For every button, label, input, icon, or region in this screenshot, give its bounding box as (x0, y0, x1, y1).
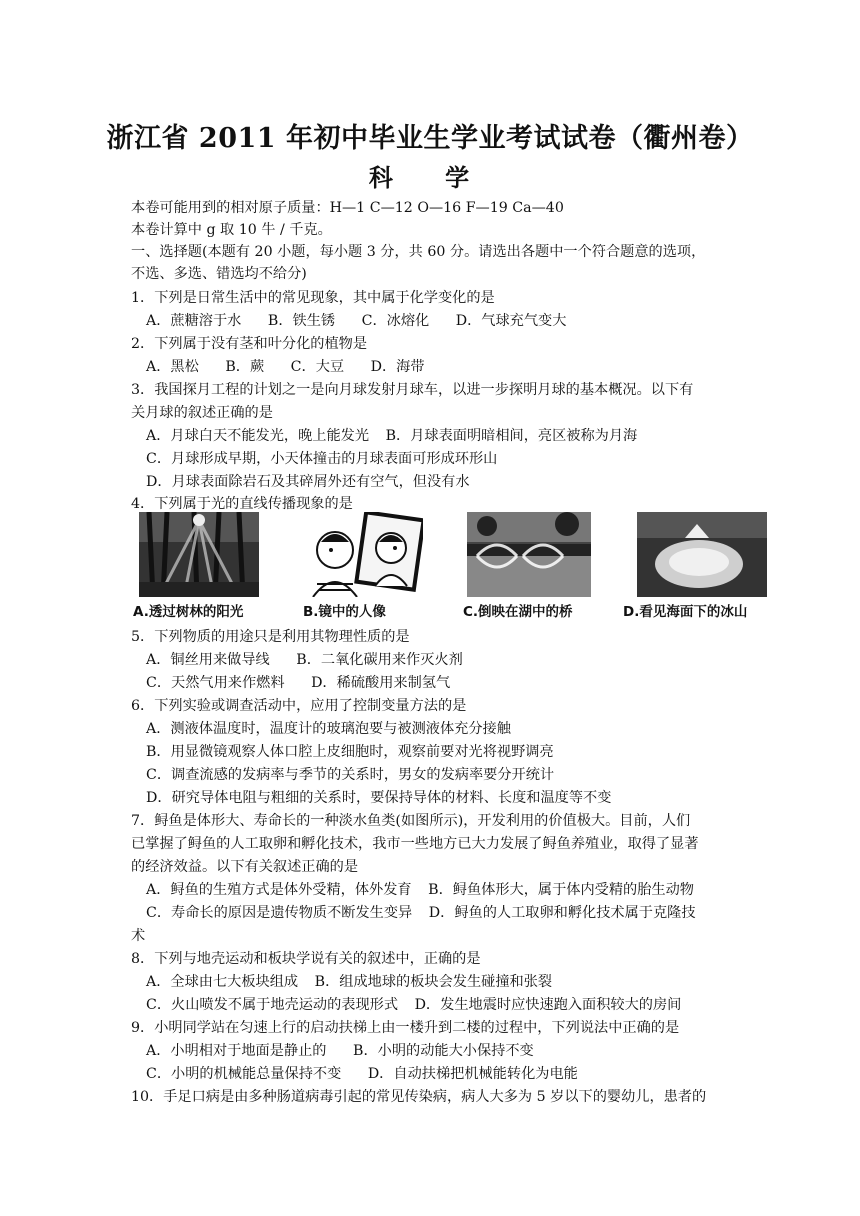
q8-option-b: B．组成地球的板块会发生碰撞和张裂 (314, 974, 553, 990)
q4-caption-c: C.倒映在湖中的桥 (463, 604, 573, 620)
q3-option-b: B．月球表面明暗相间，亮区被称为月海 (385, 428, 638, 444)
q6-option-d: D．研究导体电阻与粗细的关系时，要保持导体的材料、长度和温度等不变 (146, 790, 612, 806)
q8-option-d: D．发生地震时应快速跑入面积较大的房间 (414, 997, 682, 1013)
q7-stem-line1: 7．鲟鱼是体形大、寿命长的一种淡水鱼类(如图所示)，开发利用的价值极大。目前，人们 (131, 813, 691, 829)
q4-image-b (303, 512, 423, 620)
q9-option-c: C．小明的机械能总量保持不变 (146, 1066, 342, 1082)
forest-sunlight-image (139, 512, 259, 597)
q5-options-cd (146, 673, 450, 693)
atomic-mass-note: 本卷可能用到的相对原子质量：H—1 C—12 O—16 F—19 Ca—40 (131, 200, 564, 216)
subject-title: 科 学 (368, 163, 492, 192)
q1-options (146, 311, 566, 331)
q1-option-c: C．冰熔化 (361, 313, 430, 329)
q9-options-ab (146, 1041, 534, 1061)
q2-option-b: B．蕨 (225, 359, 265, 375)
q2-stem: 2．下列属于没有茎和叶分化的植物是 (131, 336, 368, 352)
q1-option-d: D．气球充气变大 (455, 313, 567, 329)
q6-option-b: B．用显微镜观察人体口腔上皮细胞时，观察前要对光将视野调亮 (146, 744, 554, 760)
q4-image-c (463, 512, 591, 620)
q4-image-d (623, 512, 767, 620)
q7-options-cd (146, 903, 696, 923)
q7-stem-line3: 的经济效益。以下有关叙述正确的是 (131, 859, 359, 875)
q6-stem: 6．下列实验或调查活动中，应用了控制变量方法的是 (131, 698, 467, 714)
q4-caption-a: A.透过树林的阳光 (133, 604, 244, 620)
q4-caption-d: D.看见海面下的冰山 (623, 604, 748, 620)
section-heading-line1: 一、选择题(本题有 20 小题，每小题 3 分，共 60 分。请选出各题中一个符合题意的选项， (131, 244, 706, 260)
q9-option-b: B．小明的动能大小保持不变 (353, 1043, 534, 1059)
q7-option-d-wrap: 术 (131, 928, 146, 944)
q4-image-a (133, 512, 259, 620)
q2-option-a: A．黑松 (146, 359, 199, 375)
q5-option-b: B．二氧化碳用来作灭火剂 (296, 652, 463, 668)
q7-option-b: B．鲟鱼体形大，属于体内受精的胎生动物 (428, 882, 694, 898)
q7-option-c: C．寿命长的原因是遗传物质不断发生变异 (146, 905, 413, 921)
q9-options-cd (146, 1064, 578, 1084)
exam-title: 浙江省 2011 年初中毕业生学业考试试卷（衢州卷） (106, 123, 754, 154)
q3-stem-line2: 关月球的叙述正确的是 (131, 405, 273, 421)
q8-options-cd (146, 995, 681, 1015)
bridge-reflection-image (467, 512, 591, 597)
q5-option-a: A．铜丝用来做导线 (146, 652, 270, 668)
q1-option-b: B．铁生锈 (267, 313, 336, 329)
q5-stem: 5．下列物质的用途只是利用其物理性质的是 (131, 629, 410, 645)
q6-option-c: C．调查流感的发病率与季节的关系时，男女的发病率要分开统计 (146, 767, 555, 783)
q3-option-c: C．月球形成早期，小天体撞击的月球表面可形成环形山 (146, 451, 498, 467)
q3-option-a: A．月球白天不能发光，晚上能发光 (146, 428, 370, 444)
section-heading-line2: 不选、多选、错选均不给分) (131, 266, 307, 282)
q6-option-a: A．测液体温度时，温度计的玻璃泡要与被测液体充分接触 (146, 721, 511, 737)
q8-option-c: C．火山喷发不属于地壳运动的表现形式 (146, 997, 399, 1013)
q1-option-a: A．蔗糖溶于水 (146, 313, 242, 329)
q3-options-ab (146, 426, 637, 446)
q1-stem: 1．下列是日常生活中的常见现象，其中属于化学变化的是 (131, 290, 495, 306)
q10-stem: 10．手足口病是由多种肠道病毒引起的常见传染病，病人大多为 5 岁以下的婴幼儿，患者的 (131, 1089, 707, 1105)
q2-option-d: D．海带 (370, 359, 425, 375)
q9-option-a: A．小明相对于地面是静止的 (146, 1043, 327, 1059)
g-value-note: 本卷计算中 g 取 10 牛 / 千克。 (131, 222, 332, 238)
q2-option-c: C．大豆 (290, 359, 345, 375)
q4-caption-b: B.镜中的人像 (303, 604, 386, 620)
q5-option-d: D．稀硫酸用来制氢气 (311, 675, 451, 691)
iceberg-image (637, 512, 767, 597)
q3-option-d: D．月球表面除岩石及其碎屑外还有空气，但没有水 (146, 474, 470, 490)
q7-options-ab (146, 880, 694, 900)
q2-options (146, 357, 425, 377)
q8-stem: 8．下列与地壳运动和板块学说有关的叙述中，正确的是 (131, 951, 481, 967)
q9-option-d: D．自动扶梯把机械能转化为电能 (367, 1066, 578, 1082)
q5-option-c: C．天然气用来作燃料 (146, 675, 285, 691)
q8-option-a: A．全球由七大板块组成 (146, 974, 299, 990)
q9-stem: 9．小明同学站在匀速上行的启动扶梯上由一楼升到二楼的过程中，下列说法中正确的是 (131, 1020, 680, 1036)
q7-option-d: D．鲟鱼的人工取卵和孵化技术属于克隆技 (428, 905, 696, 921)
q8-options-ab (146, 972, 552, 992)
q3-stem-line1: 3．我国探月工程的计划之一是向月球发射月球车，以进一步探明月球的基本概况。以下有 (131, 382, 694, 398)
q4-stem: 4．下列属于光的直线传播现象的是 (131, 496, 353, 512)
q7-option-a: A．鲟鱼的生殖方式是体外受精，体外发育 (146, 882, 412, 898)
q4-figure-row (131, 512, 781, 622)
mirror-person-image (303, 512, 423, 597)
q7-stem-line2: 已掌握了鲟鱼的人工取卵和孵化技术，我市一些地方已大力发展了鲟鱼养殖业，取得了显著 (131, 836, 699, 852)
q5-options-ab (146, 650, 463, 670)
